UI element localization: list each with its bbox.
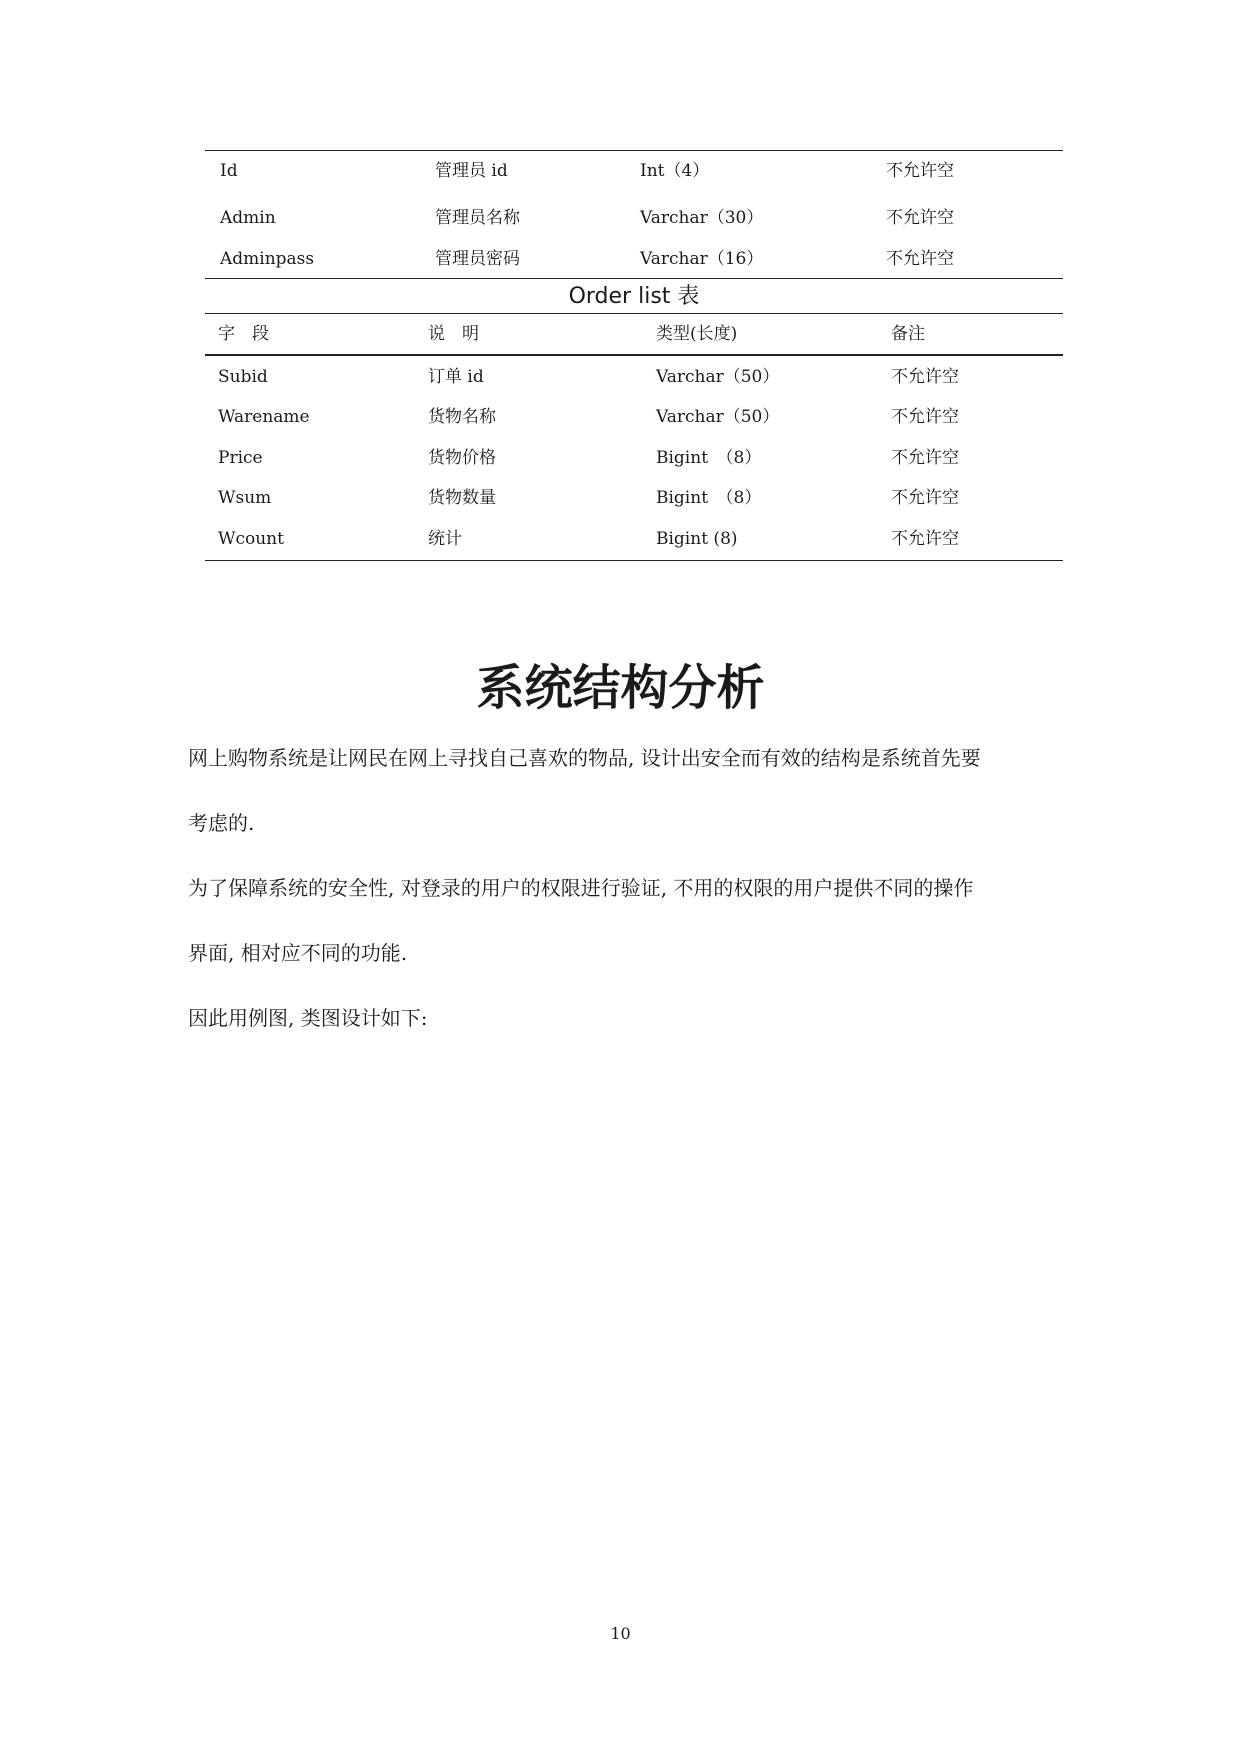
column-header: 说 明 bbox=[428, 324, 479, 344]
column-header: 字 段 bbox=[218, 324, 269, 344]
table-cell: Subid bbox=[218, 367, 268, 387]
order-table-bottom-rule bbox=[205, 560, 1063, 561]
table-cell: Int（4） bbox=[640, 161, 710, 181]
table-cell: 不允许空 bbox=[891, 407, 959, 427]
table-cell: Varchar（16） bbox=[640, 249, 764, 269]
table-cell: 不允许空 bbox=[891, 367, 959, 387]
table-cell: 不允许空 bbox=[886, 161, 954, 181]
order-table-caption: Order list 表 bbox=[568, 284, 700, 309]
table-cell: Warename bbox=[218, 407, 310, 427]
admin-table-bottom-rule bbox=[205, 278, 1063, 279]
table-cell: 货物数量 bbox=[428, 488, 496, 508]
table-cell: Admin bbox=[220, 208, 276, 228]
table-cell: 订单 id bbox=[428, 367, 484, 387]
table-cell: Bigint （8） bbox=[656, 488, 762, 508]
table-cell: 不允许空 bbox=[891, 529, 959, 549]
page-number: 10 bbox=[610, 1624, 631, 1643]
column-header: 类型(长度) bbox=[656, 324, 738, 344]
table-cell: 货物名称 bbox=[428, 407, 496, 427]
body-line: 考虑的. bbox=[188, 811, 255, 835]
table-cell: Id bbox=[220, 161, 238, 181]
body-line: 网上购物系统是让网民在网上寻找自己喜欢的物品, 设计出安全而有效的结构是系统首先要 bbox=[188, 746, 981, 770]
table-cell: 管理员名称 bbox=[435, 208, 520, 228]
admin-table-top-rule bbox=[205, 150, 1063, 151]
body-line: 为了保障系统的安全性, 对登录的用户的权限进行验证, 不用的权限的用户提供不同的操作 bbox=[188, 876, 974, 900]
table-cell: 统计 bbox=[428, 529, 462, 549]
table-cell: 不允许空 bbox=[891, 448, 959, 468]
table-cell: 货物价格 bbox=[428, 448, 496, 468]
order-table-header-rule bbox=[205, 354, 1063, 356]
column-header: 备注 bbox=[891, 324, 925, 344]
table-cell: Varchar（50） bbox=[656, 367, 780, 387]
table-cell: Bigint （8） bbox=[656, 448, 762, 468]
table-cell: Price bbox=[218, 448, 263, 468]
table-cell: Adminpass bbox=[220, 249, 315, 269]
table-cell: 不允许空 bbox=[886, 208, 954, 228]
table-cell: Varchar（30） bbox=[640, 208, 764, 228]
table-cell: 管理员 id bbox=[435, 161, 508, 181]
body-line: 界面, 相对应不同的功能. bbox=[188, 941, 408, 965]
table-cell: Wsum bbox=[218, 488, 272, 508]
section-heading: 系统结构分析 bbox=[476, 660, 765, 716]
table-cell: 不允许空 bbox=[886, 249, 954, 269]
order-table-top-rule bbox=[205, 313, 1063, 314]
table-cell: 管理员密码 bbox=[435, 249, 520, 269]
table-cell: 不允许空 bbox=[891, 488, 959, 508]
table-cell: Bigint (8) bbox=[656, 529, 738, 549]
table-cell: Wcount bbox=[218, 529, 284, 549]
body-line: 因此用例图, 类图设计如下: bbox=[188, 1006, 428, 1030]
table-cell: Varchar（50） bbox=[656, 407, 780, 427]
